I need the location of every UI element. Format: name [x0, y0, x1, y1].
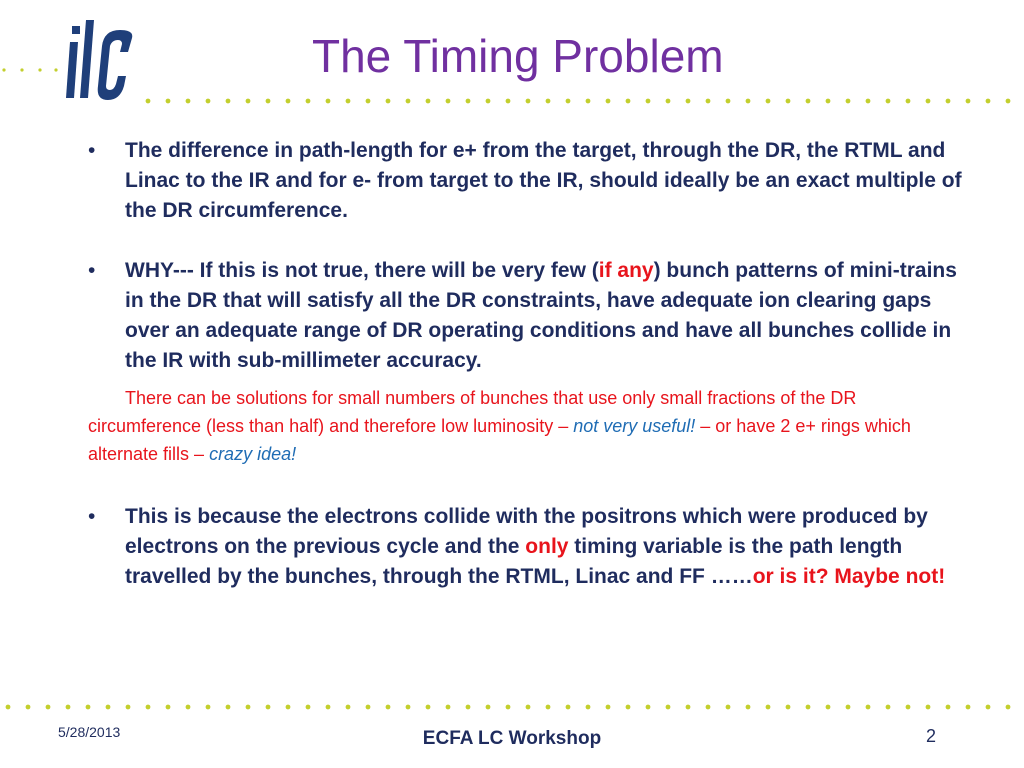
note-text-middle: – or have 2 e+ rings which alternate fills –	[88, 416, 911, 464]
note-text-start: There can be solutions for small numbers of bunches that use only small fractions of the DR circumference (less than half) and therefore low luminosity –	[88, 388, 857, 436]
footer-page-number: 2	[926, 726, 937, 746]
bullet-text-middle: timing variable is the path length travelled by the bunches, through the RTML, Linac and FF ……	[125, 535, 903, 588]
note-solutions	[88, 384, 968, 468]
dotted-line-top	[0, 62, 1024, 76]
page-title: The Timing Problem	[312, 30, 724, 82]
slide-body	[88, 136, 968, 592]
bullet-text-start: WHY--- If this is not true, there will be very few (	[125, 259, 599, 282]
footer-date: 5/28/2013	[58, 724, 121, 740]
bullet-marker: •	[88, 259, 96, 282]
bullet-text-start: This is because the electrons collide with the positrons which were produced by electrons on the previous cycle and the	[125, 505, 928, 558]
bullet-electrons	[88, 502, 968, 592]
bullet-text: The difference in path-length for e+ from the target, through the DR, the RTML and Linac to the IR and for e- from target to the IR, should ideally be an exact multiple of the DR circumference.	[125, 139, 962, 222]
dotted-line-bottom	[0, 700, 1024, 714]
highlight-only: only	[525, 535, 569, 558]
note-italic-crazy-idea: crazy idea!	[209, 444, 297, 464]
highlight-maybe-not: or is it? Maybe not!	[752, 565, 946, 588]
bullet-marker: •	[88, 139, 96, 162]
bullet-why	[88, 256, 968, 376]
bullet-marker: •	[88, 505, 96, 528]
dotted-line-title	[0, 94, 1024, 108]
bullet-text-end: ) bunch patterns of mini-trains in the DR that will satisfy all the DR constraints, have adequate ion clearing gaps over an adequate range of DR operating conditions and have all bunches collide in the IR with sub-millimeter accuracy.	[125, 259, 957, 372]
highlight-if-any: if any	[598, 259, 654, 282]
bullet-path-length	[88, 136, 968, 226]
note-italic-not-useful: not very useful!	[573, 416, 696, 436]
ilc-logo	[58, 12, 138, 104]
footer-title: ECFA LC Workshop	[422, 728, 602, 749]
